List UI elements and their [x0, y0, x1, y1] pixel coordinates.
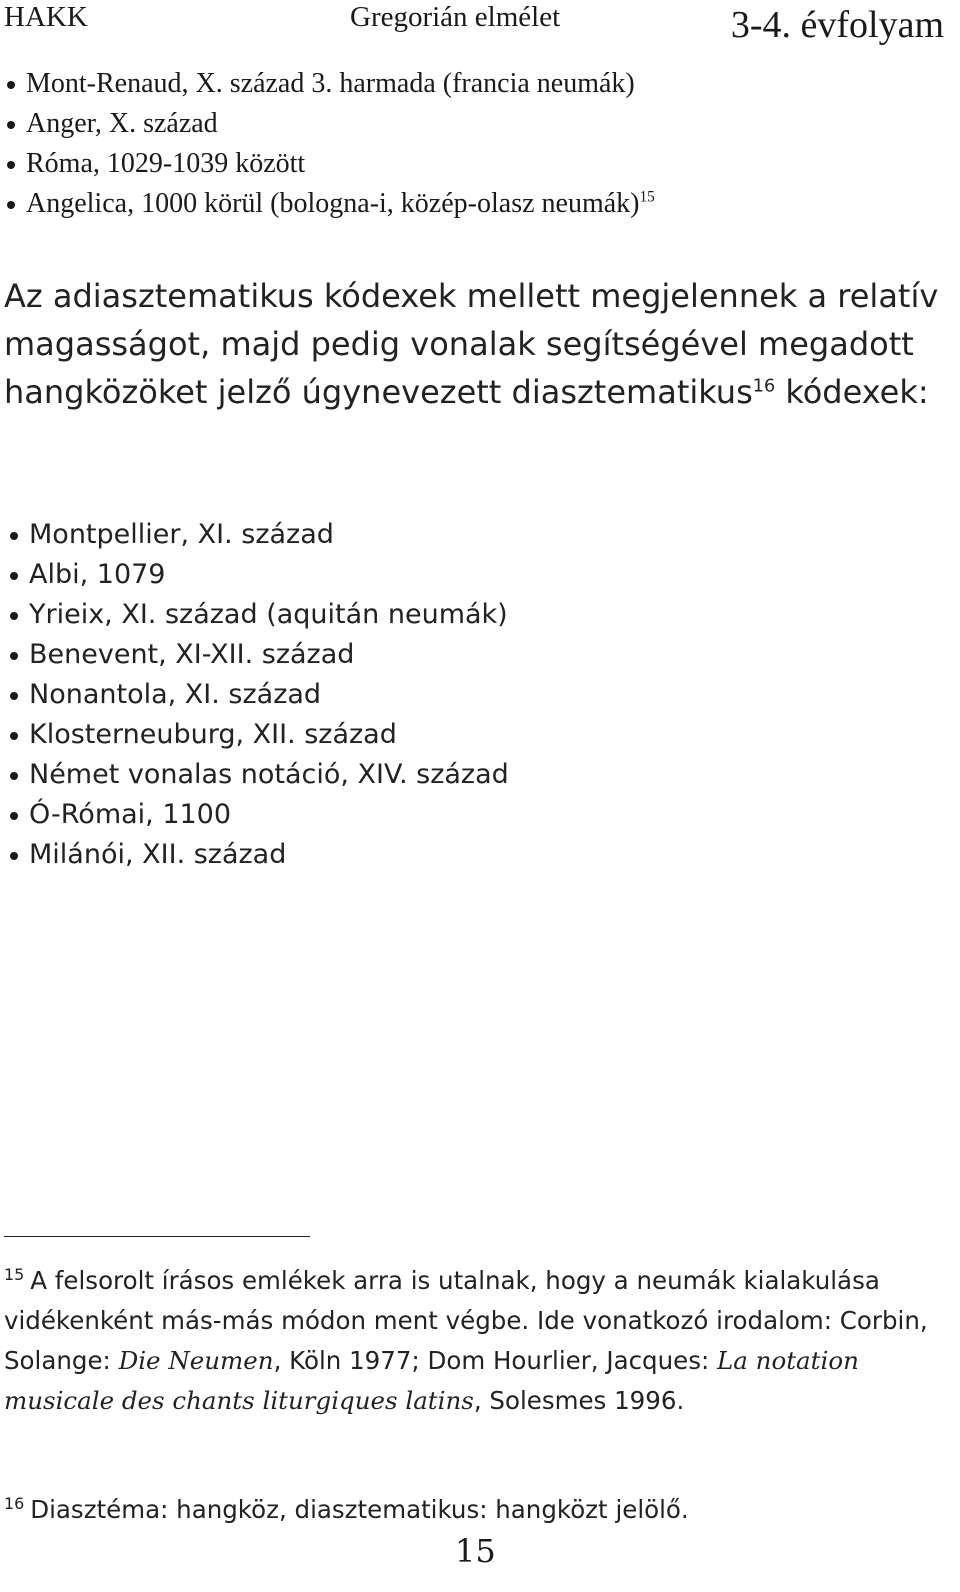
footnote-ref-16[interactable]: 16: [752, 376, 776, 397]
footnote-ref-15[interactable]: 15: [639, 188, 655, 206]
list-item: Yrieix, XI. század (aquitán neumák): [3, 595, 509, 635]
list-item: Angelica, 1000 körül (bologna-i, közép-olasz neumák)$^{15}$: [0, 184, 655, 224]
footnote-16: $^{16}$ Diasztéma: hangköz, diasztematikus: hangközt jelölő.: [4, 1493, 689, 1524]
list-item: Ó-Római, 1100: [3, 795, 509, 835]
diastematic-codex-list: [3, 515, 509, 875]
body-paragraph: Az adiasztematikus kódexek mellett megjelennek a relatív magasságot, majd pedig vonalak segítségével megadott hangközöket jelző úgynevezett diasztematikus$^{16}$ kódexek:: [4, 277, 939, 411]
footnote-divider: [4, 1236, 310, 1237]
list-item: Montpellier, XI. század: [3, 515, 509, 555]
list-item: Német vonalas notáció, XIV. század: [3, 755, 509, 795]
adiastematic-codex-list: [0, 64, 655, 224]
header-center-title: Gregorián elmélet: [350, 1, 561, 33]
header-left-title: HAKK: [4, 1, 88, 33]
footnote-mark: 15: [4, 1264, 25, 1284]
list-item: Mont-Renaud, X. század 3. harmada (francia neumák): [0, 64, 655, 104]
list-item: Nonantola, XI. század: [3, 675, 509, 715]
list-item: Milánói, XII. század: [3, 835, 509, 875]
footnote-15: $^{15}$ A felsorolt írásos emlékek arra is utalnak, hogy a neumák kialakulása vidékenként más-más módon ment végbe. Ide vonatkozó irodalom: Corbin, Solange: Die Neumen, Köln 1977; Dom Hourlier, Jacques: La notation musicale des chants liturgiques latins, Solesmes 1996.: [4, 1264, 928, 1415]
footnote-mark: 16: [4, 1493, 25, 1513]
list-item: Klosterneuburg, XII. század: [3, 715, 509, 755]
list-item: Anger, X. század: [0, 104, 655, 144]
cited-title: Die Neumen: [118, 1346, 274, 1375]
page-number: 15: [455, 1532, 496, 1570]
cited-title: La notation musicale des chants liturgiques latins: [4, 1346, 859, 1415]
list-item: Róma, 1029-1039 között: [0, 144, 655, 184]
header-right-title: 3-4. évfolyam: [730, 4, 944, 46]
list-item: Albi, 1079: [3, 555, 509, 595]
list-item: Benevent, XI-XII. század: [3, 635, 509, 675]
